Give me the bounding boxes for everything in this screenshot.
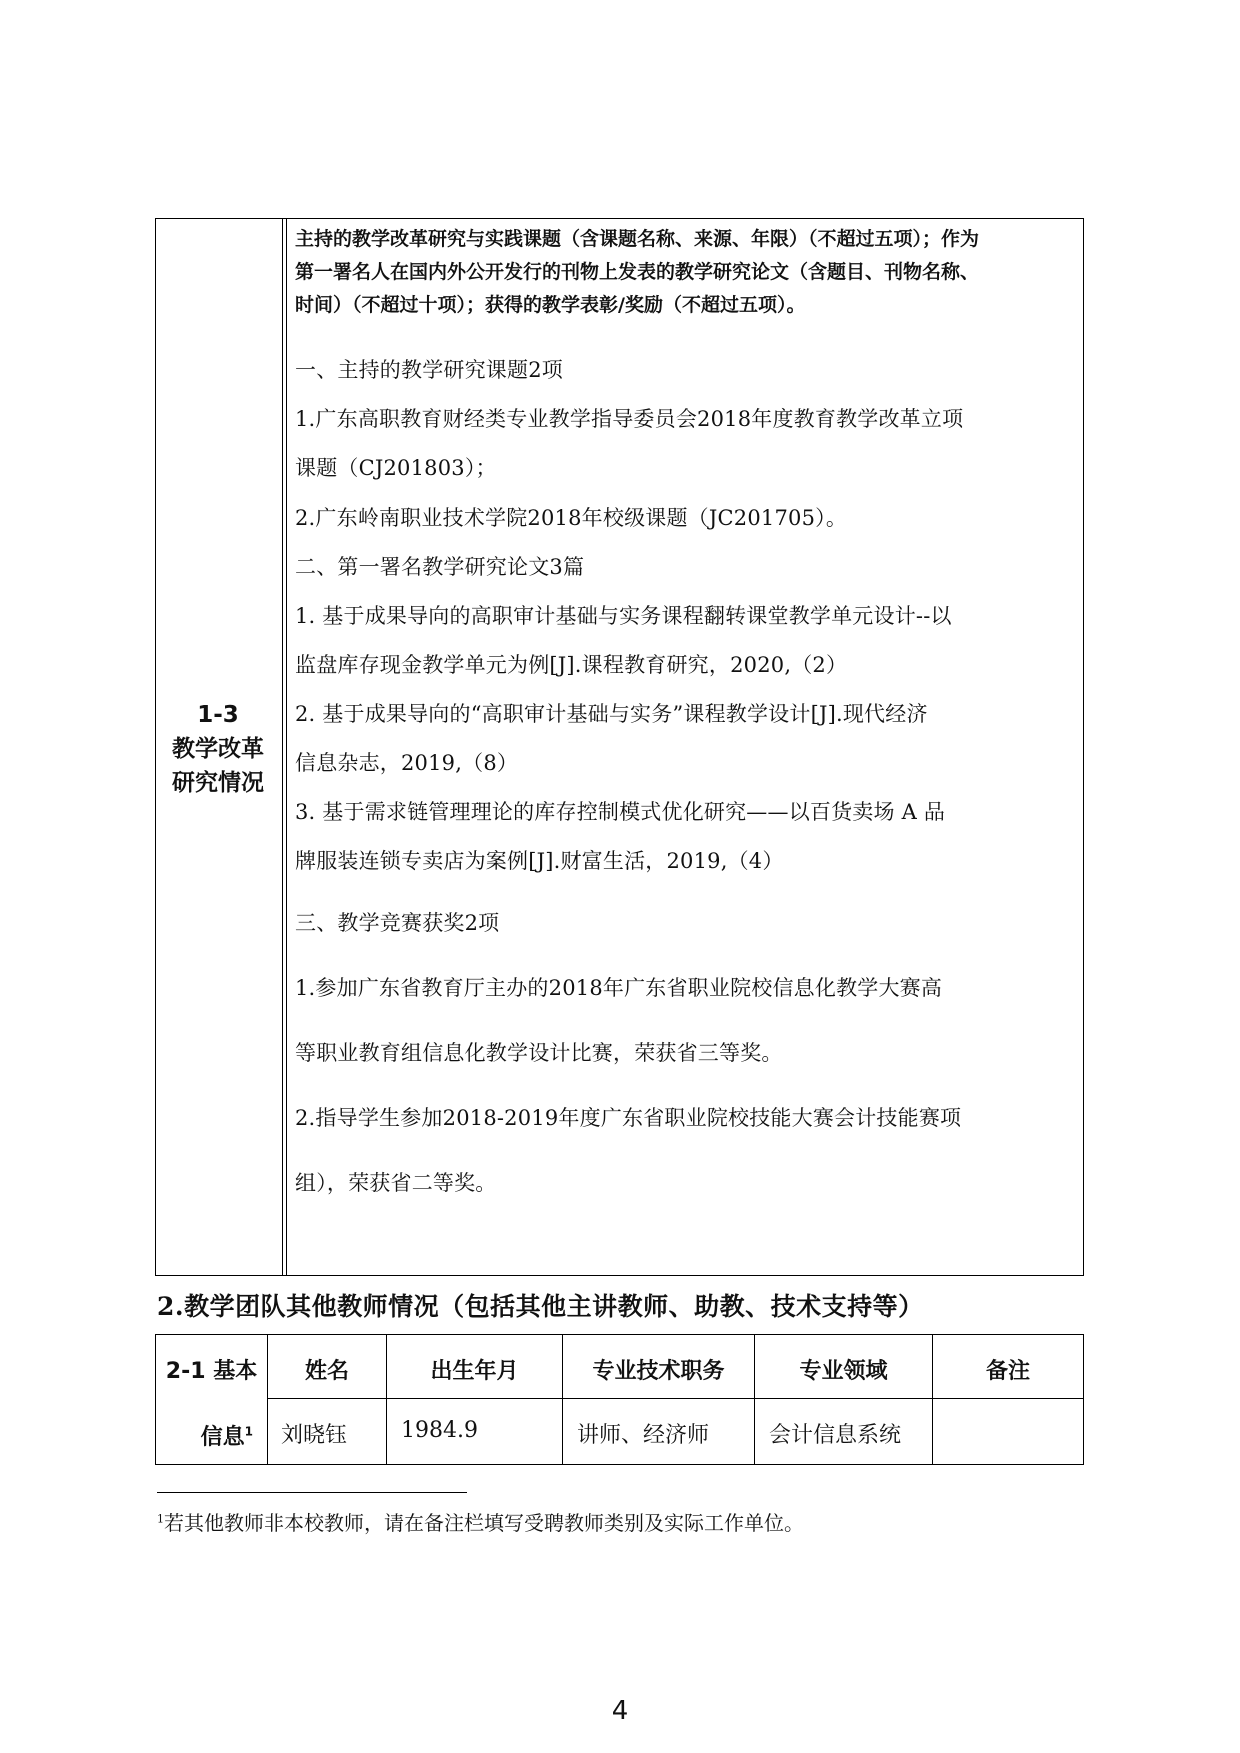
header-field: 专业领域 [799,1359,888,1384]
content-line: 3. 基于需求链管理理论的库存控制模式优化研究——以百货卖场 A 品 [295,800,946,824]
header-name: 姓名 [304,1359,349,1384]
section-label-line: 教学改革 [172,736,264,762]
content-line: 2. 基于成果导向的“高职审计基础与实务”课程教学设计[J].现代经济 [295,702,928,726]
header-birth: 出生年月 [430,1359,519,1384]
table1-right-border [1083,218,1084,1276]
content-line: 2.指导学生参加2018-2019年度广东省职业院校技能大赛会计技能赛项 [295,1106,962,1130]
content-line: 二、第一署名教学研究论文3篇 [295,555,585,579]
content-line: 三、教学竞赛获奖2项 [295,911,500,935]
footnote-text: 若其他教师非本校教师，请在备注栏填写受聘教师类别及实际工作单位。 [164,1511,804,1535]
page-number: 4 [611,1696,629,1726]
content-line: 一、主持的教学研究课题2项 [295,358,563,382]
cell-title: 讲师、经济师 [577,1423,710,1448]
content-line: 1. 基于成果导向的高职审计基础与实务课程翻转课堂教学单元设计--以 [295,604,952,628]
cell-field: 会计信息系统 [769,1423,902,1448]
section2-title: 2.教学团队其他教师情况（包括其他主讲教师、助教、技术支持等） [157,1292,924,1321]
cell-name: 刘晓钰 [281,1423,348,1448]
section-label-line: 研究情况 [172,770,264,796]
section-label-1-3 [157,698,279,800]
content-line: 1.广东高职教育财经类专业教学指导委员会2018年度教育教学改革立项 [295,407,964,431]
content-line: 课题（CJ201803）； [295,456,497,480]
cell-birth: 1984.9 [401,1418,478,1443]
table2-top-border [155,1334,1084,1335]
table1-top-border [155,218,1084,219]
row-label-top: 2-1 基本 [165,1359,258,1384]
content-line: 信息杂志，2019,（8） [295,751,519,775]
table1-divider-inner [286,218,287,1276]
content-line: 监盘库存现金教学单元为例[J].课程教育研究，2020,（2） [295,653,848,677]
table2-row-divider [268,1398,1084,1399]
footnote-mark: 1 [157,1512,164,1526]
content-line: 组），荣获省二等奖。 [295,1171,497,1195]
footnote-separator [157,1492,467,1493]
row-label-bottom-text: 信息 [200,1425,245,1450]
content-line: 2.广东岭南职业技术学院2018年校级课题（JC201705）。 [295,506,848,530]
header-title: 专业技术职务 [592,1359,725,1384]
section-label-line: 1-3 [197,702,239,728]
table2-bottom-border [155,1464,1084,1465]
header-remark: 备注 [985,1359,1030,1384]
instruction-line: 时间）（不超过十项）；获得的教学表彰/奖励（不超过五项）。 [295,294,806,316]
instruction-line: 主持的教学改革研究与实践课题（含课题名称、来源、年限）（不超过五项）；作为 [295,228,980,250]
footnote [157,1507,804,1536]
footnote-ref: 1 [244,1424,253,1439]
content-line: 1.参加广东省教育厅主办的2018年广东省职业院校信息化教学大赛高 [295,976,943,1000]
table1-bottom-border [155,1275,1084,1276]
table1-divider-outer [282,218,283,1276]
content-line: 牌服装连锁专卖店为案例[J].财富生活，2019,（4） [295,849,784,873]
instruction-line: 第一署名人在国内外公开发行的刊物上发表的教学研究论文（含题目、刊物名称、 [295,261,980,283]
content-line: 等职业教育组信息化教学设计比赛，荣获省三等奖。 [295,1041,783,1065]
table2-col-line [1083,1334,1084,1465]
table1-left-border [155,218,156,1276]
row-label-bottom [156,1420,267,1451]
